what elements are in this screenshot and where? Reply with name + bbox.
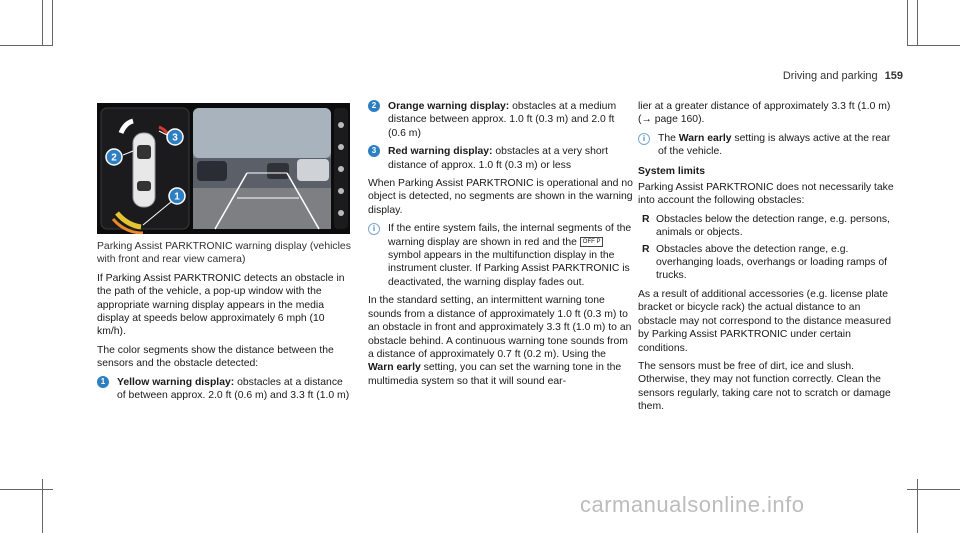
crop-mark	[907, 489, 960, 490]
section-heading: System limits	[638, 165, 705, 177]
parktronic-off-icon: OFF P	[580, 237, 604, 247]
callout-3-label: 3	[172, 132, 178, 144]
column-2	[368, 100, 634, 393]
crop-mark	[0, 489, 53, 490]
list-item	[638, 243, 900, 283]
note-text: The	[658, 132, 679, 144]
crop-mark	[917, 0, 918, 46]
note	[368, 222, 634, 289]
legend-text: obstacles at a very short distance of approx. 1.0 ft (0.3 m) or less	[388, 146, 609, 171]
crop-mark	[42, 479, 43, 533]
callout-1-label: 1	[174, 191, 180, 203]
legend-label: Red warning display:	[388, 146, 493, 158]
callout-badge: 1	[97, 376, 109, 388]
crop-mark	[917, 479, 918, 533]
legend-label: Yellow warning display:	[117, 376, 235, 388]
note-text: symbol appears in the multifunction display in the instrument cluster. If Parking Assist PARKTRONIC is deactivated, the warning display fades out.	[388, 250, 630, 288]
paragraph: As a result of additional accessories (e.g. license plate bracket or bicycle rack) the actual distance to an obstacle may not correspond to the distance measured by Parking Assist PARKTRONIC under certain conditions.	[638, 288, 891, 354]
callout-badge: 3	[368, 145, 380, 157]
obstacle-list	[638, 213, 900, 283]
list-item-text: Obstacles below the detection range, e.g. persons, animals or objects.	[656, 213, 890, 239]
list-item	[638, 213, 900, 240]
legend-item-orange	[368, 100, 634, 140]
paragraph: lier at a greater distance of approximately 3.3 ft (1.0 m) (→ page 160).	[638, 101, 891, 126]
info-icon: i	[638, 133, 650, 145]
note-text: setting is always active at the rear of the vehicle.	[658, 132, 891, 158]
column-3	[638, 100, 900, 419]
bullet-mark: R	[642, 213, 650, 225]
legend-text: obstacles at a distance of between approx. 2.0 ft (0.6 m) and 3.3 ft (1.0 m)	[117, 376, 350, 402]
text: setting, you can set the warning tone in the multimedia system so that it will sound ear-	[368, 362, 622, 387]
setting-name: Warn early	[678, 132, 732, 144]
paragraph: The sensors must be free of dirt, ice and slush. Otherwise, they may not function correctly. Clean the sensors regularly, taking care not to scratch or damage them.	[638, 360, 891, 413]
bullet-mark: R	[642, 243, 650, 255]
note-text: If the entire system fails, the internal segments of the warning display are shown in red and the	[388, 223, 632, 248]
legend-text: obstacles at a medium distance between approx. 1.0 ft (0.3 m) and 2.0 ft (0.6 m)	[388, 101, 617, 139]
legend-label: Orange warning display:	[388, 101, 510, 112]
crop-mark	[907, 45, 960, 46]
column-1	[97, 240, 354, 407]
note	[638, 132, 900, 159]
list-item-text: Obstacles above the detection range, e.g. overhanging loads, overhangs or loading ramps of trucks.	[656, 243, 888, 282]
section-title: Driving and parking	[782, 70, 878, 82]
paragraph: Parking Assist PARKTRONIC does not necessarily take into account the following obstacles:	[638, 182, 894, 207]
crop-mark	[0, 45, 53, 46]
setting-name: Warn early	[368, 362, 421, 374]
text: In the standard setting, an intermittent warning tone sounds from a distance of approximately 1.0 ft (0.3 m) to an obstacle in front and approximately 3.3 ft (1.0 m) to an obstacle behind. A continuous warning tone sounds from a distance of approximately 0.7 ft (0.2 m). Using the	[368, 295, 632, 360]
crop-mark	[52, 0, 53, 46]
legend-item-red	[368, 145, 634, 172]
paragraph: When Parking Assist PARKTRONIC is operational and no object is detected, no segments are shown in the warning display.	[368, 178, 633, 216]
callout-badge: 2	[368, 100, 380, 112]
legend-item-yellow	[97, 376, 354, 403]
crop-mark	[42, 0, 43, 46]
page-number: 159	[884, 70, 903, 82]
paragraph: If Parking Assist PARKTRONIC detects an obstacle in the path of the vehicle, a pop-up window with the appropriate warning display appears in the media display at speeds below approximately 6 mph (10 km/h).	[97, 272, 345, 338]
watermark: carmanualsonline.info	[580, 492, 805, 517]
paragraph: The color segments show the distance between the sensors and the obstacle detected:	[97, 344, 334, 370]
car-top-view	[133, 133, 155, 207]
crop-mark	[907, 0, 908, 46]
callout-2-label: 2	[111, 152, 117, 164]
paragraph	[368, 294, 634, 388]
parktronic-display-illustration	[97, 103, 350, 234]
page-header	[783, 70, 903, 83]
figure-caption: Parking Assist PARKTRONIC warning display (vehicles with front and rear view camera)	[97, 241, 351, 266]
parktronic-figure	[97, 103, 350, 234]
info-icon: i	[368, 223, 380, 235]
